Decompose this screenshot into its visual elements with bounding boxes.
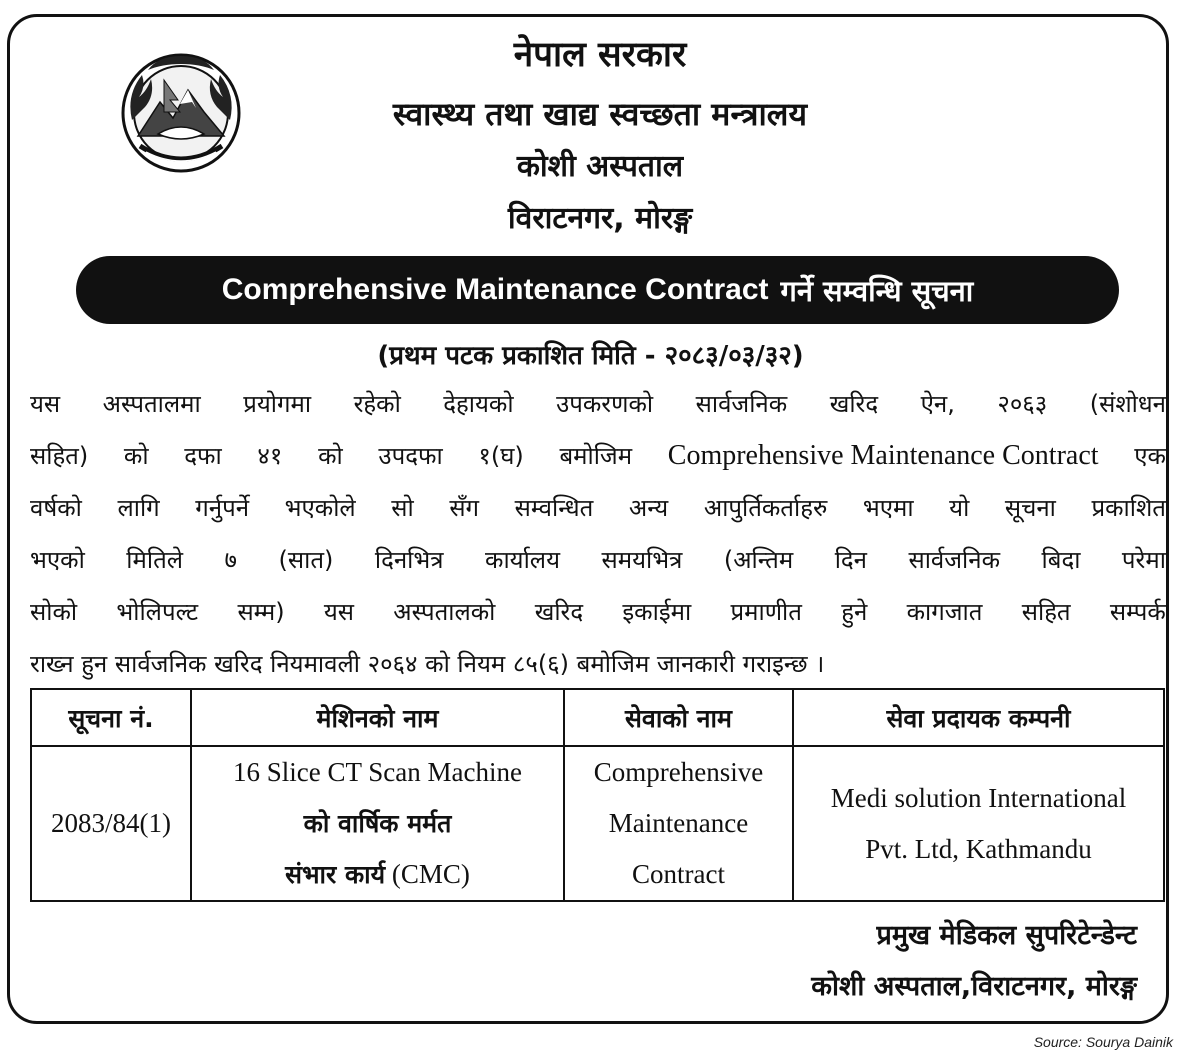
body-word: इकाईमा xyxy=(622,598,692,626)
service-line: Maintenance xyxy=(608,808,749,838)
body-word: उपदफा xyxy=(378,442,443,470)
body-word: सम्म) xyxy=(237,598,285,626)
body-word: १(घ) xyxy=(478,442,524,470)
body-word: परेमा xyxy=(1121,546,1166,574)
body-word: सार्वजनिक xyxy=(908,546,1001,574)
body-line-6 xyxy=(30,638,1166,690)
body-word: भएमा xyxy=(862,494,914,522)
title-nepali: गर्ने सम्वन्धि सूचना xyxy=(780,273,974,308)
body-word: मितिले xyxy=(126,546,184,574)
body-word: ४१ xyxy=(257,442,283,470)
header-machine-name: मेशिनको नाम xyxy=(191,689,564,746)
cell-notice-no: 2083/84(1) xyxy=(31,746,191,901)
body-line-5 xyxy=(30,586,1166,638)
body-word: कागजात xyxy=(906,598,983,626)
body-text-line: राख्न हुन सार्वजनिक खरिद नियमावली २०६४ को नियम ८५(६) बमोजिम जानकारी गराइन्छ । xyxy=(30,650,825,678)
service-line: Comprehensive xyxy=(593,757,764,787)
body-word: कार्यालय xyxy=(485,546,560,574)
body-word: अस्पतालको xyxy=(393,598,496,626)
body-word: सम्वन्धित xyxy=(514,494,594,522)
body-word: प्रमाणीत xyxy=(730,598,802,626)
body-word: को xyxy=(123,442,149,470)
body-word: दफा xyxy=(184,442,222,470)
body-word: सहित xyxy=(1021,598,1071,626)
body-word: रहेको xyxy=(353,390,401,418)
hospital-location: विराटनगर, मोरङ्ग xyxy=(507,201,693,236)
header-service-provider: सेवा प्रदायक कम्पनी xyxy=(793,689,1164,746)
body-line-4 xyxy=(30,534,1166,586)
body-word: (अन्तिम xyxy=(723,546,794,574)
body-word: भोलिपल्ट xyxy=(116,598,199,626)
ministry-name: स्वास्थ्य तथा खाद्य स्वच्छता मन्त्रालय xyxy=(392,95,808,133)
body-word: सँग xyxy=(449,494,480,522)
body-word: सो xyxy=(391,494,414,522)
body-word: सहित) xyxy=(30,442,89,470)
body-word: ७ xyxy=(224,546,238,574)
body-word: यस xyxy=(30,390,61,418)
body-word: २०६३ xyxy=(997,390,1048,418)
company-line: Pvt. Ltd, Kathmandu xyxy=(865,833,1092,864)
body-word: (संशोधन xyxy=(1089,390,1166,418)
body-line-2 xyxy=(30,430,1166,482)
body-word: दिन xyxy=(834,546,867,574)
body-word: लागि xyxy=(117,494,160,522)
body-line-3 xyxy=(30,482,1166,534)
company-line: Medi solution International xyxy=(830,782,1127,813)
government-emblem-icon xyxy=(118,50,244,176)
cell-service-provider xyxy=(793,746,1164,901)
body-word: भएको xyxy=(30,546,85,574)
table-header-row xyxy=(31,689,1164,746)
body-line-1 xyxy=(30,378,1166,430)
body-word: आपुर्तिकर्ताहरु xyxy=(703,494,828,522)
body-word: यस xyxy=(323,598,354,626)
body-word: हुने xyxy=(841,598,868,626)
cell-service-name xyxy=(564,746,793,901)
machine-name-english: 16 Slice CT Scan Machine xyxy=(233,757,522,787)
body-word: समयभित्र xyxy=(601,546,683,574)
notice-table xyxy=(30,688,1165,902)
government-name: नेपाल सरकार xyxy=(513,35,687,75)
body-word: बमोजिम xyxy=(559,442,633,470)
notice-body xyxy=(30,378,1166,690)
body-word: सार्वजनिक xyxy=(695,390,788,418)
body-word: वर्षको xyxy=(30,494,82,522)
machine-work-nepali: संभार कार्य xyxy=(285,860,386,889)
header-notice-no: सूचना नं. xyxy=(31,689,191,746)
title-english: Comprehensive Maintenance Contract xyxy=(221,273,769,306)
service-line: Contract xyxy=(632,859,725,889)
body-word: एक xyxy=(1134,442,1166,470)
cell-machine-name xyxy=(191,746,564,901)
body-word: गर्नुपर्ने xyxy=(195,494,250,522)
body-word: दिनभित्र xyxy=(374,546,444,574)
body-word: अन्य xyxy=(628,494,669,522)
machine-name-line-3 xyxy=(196,849,559,900)
body-word: उपकरणको xyxy=(556,390,654,418)
body-word: ऐन, xyxy=(920,390,955,418)
hospital-name: कोशी अस्पताल xyxy=(516,149,684,184)
notice-title-banner xyxy=(76,256,1119,324)
signatory-organization: कोशी अस्पताल,विराटनगर, मोरङ्ग xyxy=(811,971,1137,1002)
machine-name-nepali: को वार्षिक मर्मत xyxy=(303,809,452,838)
header-service-name: सेवाको नाम xyxy=(564,689,793,746)
body-word: सम्पर्क xyxy=(1109,598,1166,626)
publication-date: (प्रथम पटक प्रकाशित मिति - २०८३/०३/३२) xyxy=(377,341,804,371)
source-credit: Source: Sourya Dainik xyxy=(1033,1034,1173,1050)
body-word: सोको xyxy=(30,598,78,626)
body-word: (सात) xyxy=(278,546,334,574)
body-word: खरिद xyxy=(534,598,584,626)
machine-abbr: (CMC) xyxy=(391,859,470,889)
signatory-title: प्रमुख मेडिकल सुपरिटेन्डेन्ट xyxy=(876,920,1137,951)
body-word: सूचना xyxy=(1004,494,1056,522)
body-word: यो xyxy=(949,494,970,522)
body-english-term: Comprehensive Maintenance Contract xyxy=(667,440,1099,471)
body-word: को xyxy=(318,442,343,470)
body-word: खरिद xyxy=(829,390,879,418)
body-word: बिदा xyxy=(1041,546,1081,574)
body-word: अस्पतालमा xyxy=(102,390,201,418)
body-word: भएकोले xyxy=(284,494,356,522)
body-word: प्रकाशित xyxy=(1091,494,1166,522)
body-word: देहायको xyxy=(443,390,514,418)
table-row xyxy=(31,746,1164,901)
body-word: प्रयोगमा xyxy=(243,390,312,418)
